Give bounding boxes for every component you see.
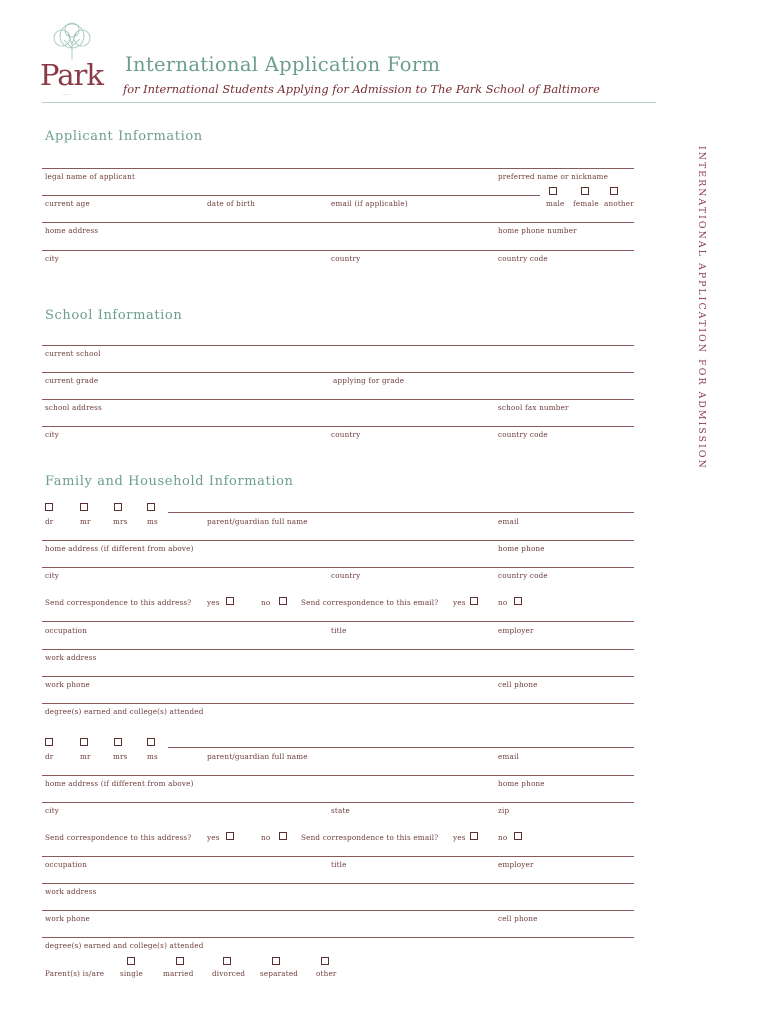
g1-title-label: title: [331, 626, 347, 635]
g2-zip-label: zip: [498, 806, 510, 815]
female-label: female: [573, 199, 599, 208]
g1-work-address-label: work address: [45, 653, 97, 662]
grade-line[interactable]: [42, 372, 634, 373]
g2-email-no-checkbox[interactable]: [514, 832, 522, 840]
logo-wordmark: Park: [40, 58, 103, 92]
header-divider: [42, 102, 656, 103]
applying-grade-label: applying for grade: [333, 376, 405, 385]
male-checkbox[interactable]: [549, 187, 557, 195]
g2-degrees-line[interactable]: [42, 937, 634, 938]
current-school-label: current school: [45, 349, 101, 358]
g1-email-no-checkbox[interactable]: [514, 597, 522, 605]
g1-address-yes-label: yes: [207, 598, 220, 607]
g2-occupation-line[interactable]: [42, 856, 634, 857]
form-title: International Application Form: [125, 53, 441, 76]
g1-email-no-label: no: [498, 598, 508, 607]
g1-dr-label: dr: [45, 517, 54, 526]
another-checkbox[interactable]: [610, 187, 618, 195]
g2-work-address-label: work address: [45, 887, 97, 896]
g2-send-email-label: Send correspondence to this email?: [301, 833, 439, 842]
family-section-heading: Family and Household Information: [45, 474, 294, 489]
legal-name-line[interactable]: [42, 168, 634, 169]
g1-full-name-label: parent/guardian full name: [207, 517, 308, 526]
g2-ms-label: ms: [147, 752, 158, 761]
logo-tagline: ·····: [62, 92, 70, 98]
tree-logo-icon: [46, 22, 98, 62]
g1-ms-checkbox[interactable]: [147, 503, 155, 511]
g2-work-phone-line[interactable]: [42, 910, 634, 911]
g2-employer-label: employer: [498, 860, 534, 869]
date-of-birth-label: date of birth: [207, 199, 256, 208]
g1-email-yes-label: yes: [453, 598, 466, 607]
single-checkbox[interactable]: [127, 957, 135, 965]
female-checkbox[interactable]: [581, 187, 589, 195]
g2-mrs-label: mrs: [113, 752, 128, 761]
country-code-label: country code: [498, 254, 548, 263]
another-label: another: [604, 199, 634, 208]
separated-label: separated: [260, 969, 299, 978]
g1-ms-label: ms: [147, 517, 158, 526]
g2-email-yes-label: yes: [453, 833, 466, 842]
school-city-line[interactable]: [42, 426, 634, 427]
g2-send-address-label: Send correspondence to this address?: [45, 833, 192, 842]
g1-send-email-label: Send correspondence to this email?: [301, 598, 439, 607]
g2-address-no-label: no: [261, 833, 271, 842]
g2-name-line[interactable]: [168, 747, 634, 748]
applicant-section-heading: Applicant Information: [45, 129, 203, 144]
g1-work-address-line[interactable]: [42, 649, 634, 650]
g1-address-no-label: no: [261, 598, 271, 607]
home-phone-label: home phone number: [498, 226, 577, 235]
g1-work-phone-label: work phone: [45, 680, 90, 689]
g2-mr-checkbox[interactable]: [80, 738, 88, 746]
other-checkbox[interactable]: [321, 957, 329, 965]
g2-cell-phone-label: cell phone: [498, 914, 538, 923]
married-checkbox[interactable]: [176, 957, 184, 965]
city-label: city: [45, 254, 60, 263]
school-logo: [40, 22, 103, 98]
g2-address-yes-label: yes: [207, 833, 220, 842]
g2-ms-checkbox[interactable]: [147, 738, 155, 746]
g1-country-label: country: [331, 571, 361, 580]
g2-address-yes-checkbox[interactable]: [226, 832, 234, 840]
g1-email-label: email: [498, 517, 519, 526]
male-label: male: [546, 199, 565, 208]
g1-address-yes-checkbox[interactable]: [226, 597, 234, 605]
g2-dr-checkbox[interactable]: [45, 738, 53, 746]
separated-checkbox[interactable]: [272, 957, 280, 965]
school-fax-label: school fax number: [498, 403, 569, 412]
g1-name-line[interactable]: [168, 512, 634, 513]
g2-mr-label: mr: [80, 752, 91, 761]
g1-cell-phone-label: cell phone: [498, 680, 538, 689]
email-label: email (if applicable): [331, 199, 408, 208]
g1-mrs-label: mrs: [113, 517, 128, 526]
home-address-label: home address: [45, 226, 99, 235]
g2-home-address-label: home address (if different from above): [45, 779, 194, 788]
g2-occupation-label: occupation: [45, 860, 88, 869]
g1-home-address-line[interactable]: [42, 540, 634, 541]
g1-address-no-checkbox[interactable]: [279, 597, 287, 605]
school-country-label: country: [331, 430, 361, 439]
g2-work-address-line[interactable]: [42, 883, 634, 884]
divorced-checkbox[interactable]: [223, 957, 231, 965]
current-school-line[interactable]: [42, 345, 634, 346]
g2-home-address-line[interactable]: [42, 775, 634, 776]
g1-degrees-line[interactable]: [42, 703, 634, 704]
g1-country-code-label: country code: [498, 571, 548, 580]
school-section-heading: School Information: [45, 308, 183, 323]
g2-address-no-checkbox[interactable]: [279, 832, 287, 840]
g1-degrees-label: degree(s) earned and college(s) attended: [45, 707, 204, 716]
g2-city-label: city: [45, 806, 60, 815]
g2-dr-label: dr: [45, 752, 54, 761]
g2-title-label: title: [331, 860, 347, 869]
single-label: single: [120, 969, 143, 978]
g1-work-phone-line[interactable]: [42, 676, 634, 677]
g1-home-address-label: home address (if different from above): [45, 544, 194, 553]
school-address-line[interactable]: [42, 399, 634, 400]
g2-email-label: email: [498, 752, 519, 761]
g1-occupation-label: occupation: [45, 626, 88, 635]
current-age-label: current age: [45, 199, 90, 208]
school-city-label: city: [45, 430, 60, 439]
parents-are-label: Parent(s) is/are: [45, 969, 105, 978]
form-subtitle: for International Students Applying for Admission to The Park School of Baltimore: [123, 82, 600, 96]
g1-email-yes-checkbox[interactable]: [470, 597, 478, 605]
school-address-label: school address: [45, 403, 102, 412]
g2-email-yes-checkbox[interactable]: [470, 832, 478, 840]
g1-employer-label: employer: [498, 626, 534, 635]
country-label: country: [331, 254, 361, 263]
g2-city-line[interactable]: [42, 802, 634, 803]
g1-mrs-checkbox[interactable]: [114, 503, 122, 511]
home-address-line[interactable]: [42, 222, 634, 223]
current-grade-label: current grade: [45, 376, 99, 385]
g2-state-label: state: [331, 806, 351, 815]
school-country-code-label: country code: [498, 430, 548, 439]
g2-home-phone-label: home phone: [498, 779, 545, 788]
age-dob-email-line[interactable]: [42, 195, 540, 196]
g1-dr-checkbox[interactable]: [45, 503, 53, 511]
g2-degrees-label: degree(s) earned and college(s) attended: [45, 941, 204, 950]
g1-mr-label: mr: [80, 517, 91, 526]
g1-city-line[interactable]: [42, 567, 634, 568]
g1-home-phone-label: home phone: [498, 544, 545, 553]
preferred-name-label: preferred name or nickname: [498, 172, 609, 181]
g2-full-name-label: parent/guardian full name: [207, 752, 308, 761]
married-label: married: [163, 969, 194, 978]
g1-occupation-line[interactable]: [42, 621, 634, 622]
g1-mr-checkbox[interactable]: [80, 503, 88, 511]
legal-name-label: legal name of applicant: [45, 172, 136, 181]
city-country-line[interactable]: [42, 250, 634, 251]
divorced-label: divorced: [212, 969, 246, 978]
g2-mrs-checkbox[interactable]: [114, 738, 122, 746]
g1-city-label: city: [45, 571, 60, 580]
g2-email-no-label: no: [498, 833, 508, 842]
g2-work-phone-label: work phone: [45, 914, 90, 923]
g1-send-address-label: Send correspondence to this address?: [45, 598, 192, 607]
other-label: other: [316, 969, 337, 978]
side-vertical-title: INTERNATIONAL APPLICATION FOR ADMISSION: [696, 146, 707, 470]
